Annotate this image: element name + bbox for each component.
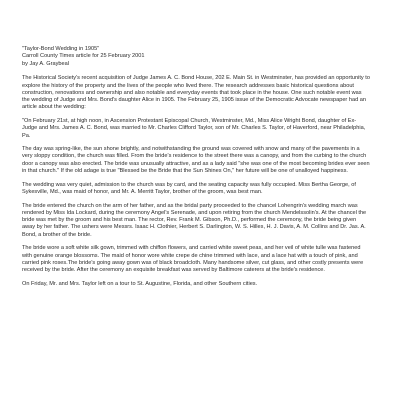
article-author: by Jay A. Graybeal [22, 60, 69, 67]
paragraph-weather: The day was spring-like, the sun shone brightly, and notwithstanding the ground was covered with snow and many of the pavements in a very sloppy condition, the church was filled. From the bride's residence to the street there was a canopy, and from the curbing to the church door a canopy was also erected. The bride was unusually attractive, and as a lady said "she was one of the most becoming brides ever seen in that church." If the old adage is true "Blessed be the Bride that the Sun Shines On," her future will be one of unalloyed happiness. [22, 146, 370, 174]
paragraph-intro: The Historical Society's recent acquisition of Judge James A. C. Bond House, 202 E. Main St. in Westminster, has provided an opportunity to explore the history of the property and the lives of the people who lived there. The research addresses basic historical questions about construction, renovations and ownership and also notable and everyday events that took place in the house. One such notable event was the wedding of Judge and Mrs. Bond's daughter Alice in 1905. The February 25, 1905 issue of the Democratic Advocate newspaper had an article about the wedding: [22, 75, 370, 111]
article-header [22, 46, 370, 68]
article-source: Carroll County Times article for 25 February 2001 [22, 53, 145, 60]
article-title: "Taylor-Bond Wedding in 1905" [22, 46, 100, 52]
article-body [22, 75, 370, 286]
paragraph-ceremony: The bride entered the church on the arm of her father, and as the bridal party proceeded to the chancel Lohengrin's wedding march was rendered by Miss Ida Lockard, during the ceremony Angel's Serenade, and upon retiring from the church Mendelssolin's. At the chancel the bride was met by the groom and his best man. The rector, Rev. Frank M. Gibson, Ph.D., performed the ceremony, the bride being given away by her father. The ushers were Messrs. Isaac H. Clothier, Herbert S. Darlington, W. S. Hilles, H. J. Davis, A. M. Collins and Dr. Jas. A. Bond, a brother of the bride. [22, 202, 367, 238]
paragraph-quote-start: "On February 21st, at high noon, in Ascension Protestant Episcopal Church, Westminster, Md., Miss Alice Wright Bond, daughter of Ex-Judge and Mrs. James A. C. Bond, was married to Mr. Charles Clifford Taylor, son of Mr. Charles S. Taylor, of Haverford, near Philadelphia, Pa. [22, 118, 366, 139]
paragraph-attendance: The wedding was very quiet, admission to the church was by card, and the seating capacity was fully occupied. Miss Bertha George, of Sykesville, Md., was maid of honor, and Mr. A. Merritt Taylor, brother of the groom, was best man. [22, 181, 356, 195]
paragraph-attire: The bride wore a soft white silk gown, trimmed with chiffon flowers, and carried white sweet peas, and her veil of white tulle was fastened with genuine orange blossoms. The maid of honor wore white crepe de chine trimmed with lace, and a lace hat with a touch of pink, and carried pink roses.The bride's going away gown was of black broadcloth. Many handsome silver, cut glass, and other costly presents were received by the bride. After the ceremony an exquisite breakfast was served by Baltimore caterers at the bride's residence. [22, 245, 364, 274]
paragraph-cutoff: On Friday, Mr. and Mrs. Taylor left on a tour to St. Augustine, Florida, and other Southern cities. [22, 280, 258, 287]
